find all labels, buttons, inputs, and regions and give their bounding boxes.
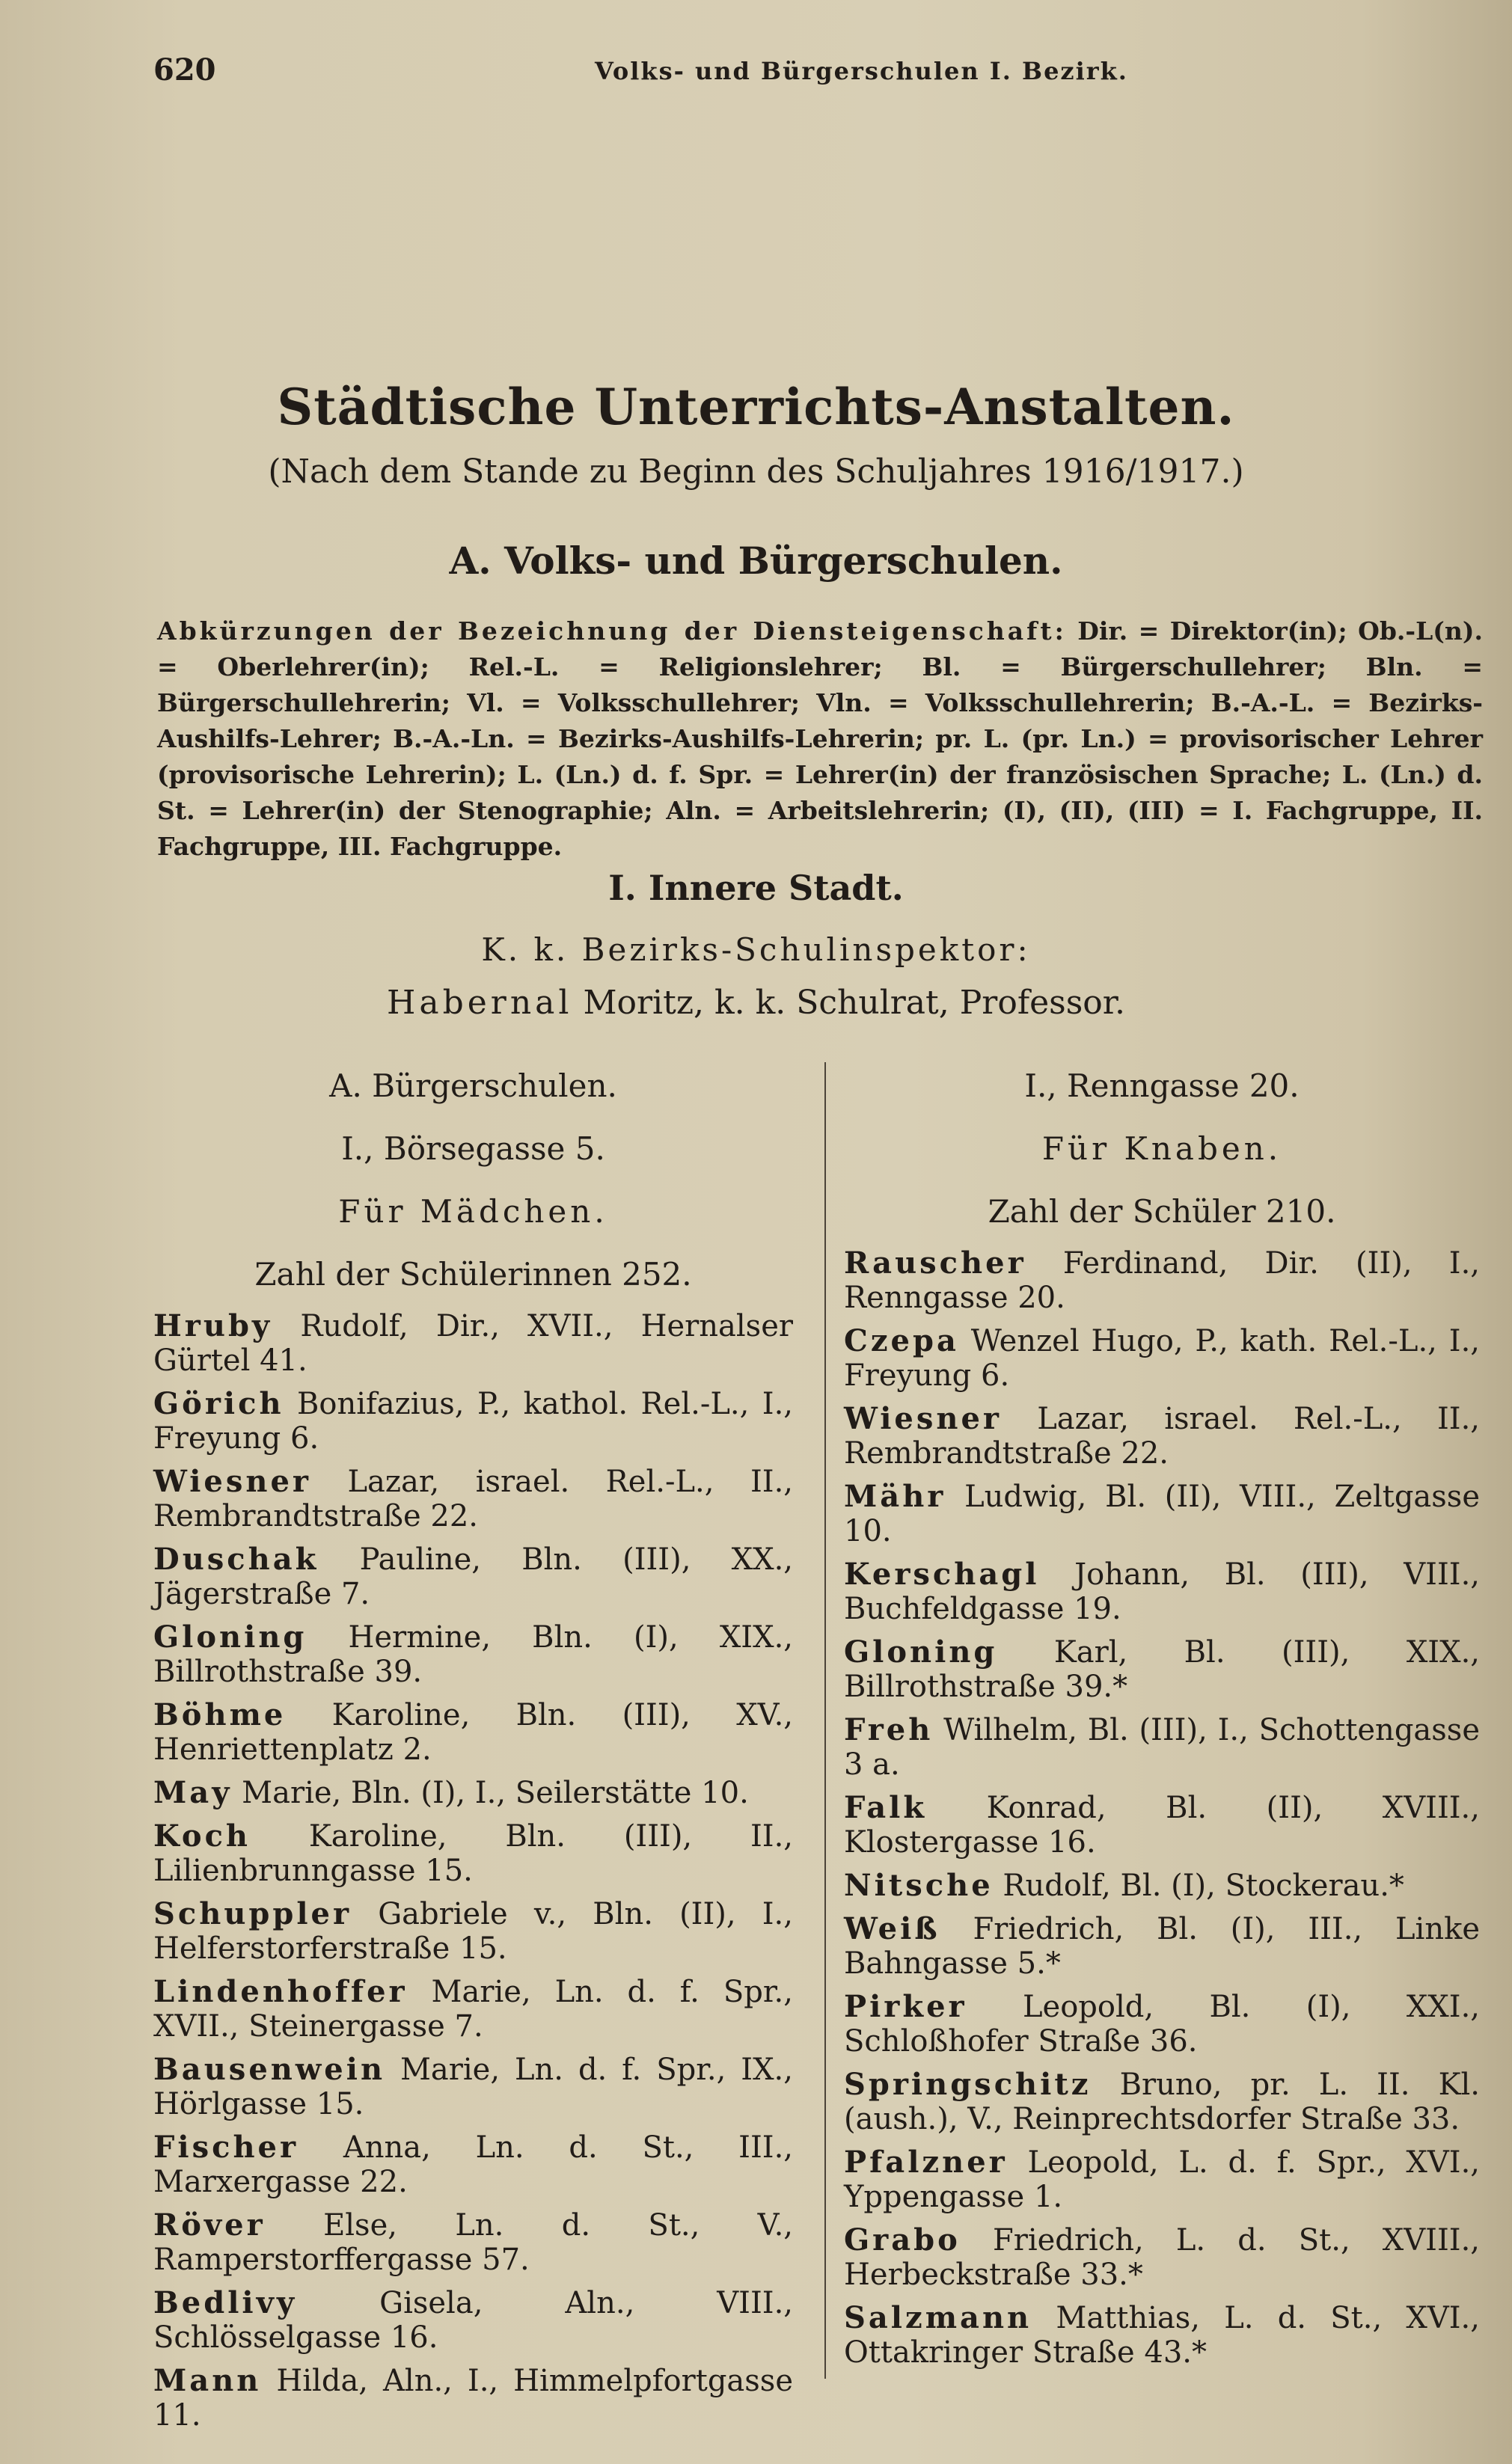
- staff-details: Else, Ln. d. St., V., Ramperstorffergasse 57.: [153, 2208, 794, 2277]
- staff-entry: [844, 1912, 1480, 1981]
- staff-entry: [153, 2364, 793, 2433]
- abbreviations-paragraph: [157, 613, 1483, 865]
- staff-entry: [153, 1620, 793, 1689]
- page-title: Städtische Unterrichts-Anstalten.: [277, 378, 1235, 436]
- staff-surname: Wiesner: [844, 1401, 1002, 1436]
- school-address: I., Renngasse 20.: [1024, 1067, 1300, 1104]
- staff-entry: [844, 1635, 1480, 1704]
- staff-surname: Mann: [153, 2363, 262, 2398]
- staff-entry: [153, 2130, 793, 2199]
- staff-entry: [844, 1713, 1480, 1782]
- staff-surname: Duschak: [153, 1542, 319, 1577]
- staff-entry: [844, 1324, 1480, 1393]
- staff-details: Wilhelm, Bl. (III), I., Schottengasse 3 a.: [844, 1713, 1480, 1782]
- staff-entry: [844, 2145, 1480, 2214]
- staff-surname: Gloning: [153, 1619, 307, 1655]
- staff-entry: [844, 1869, 1480, 1903]
- abbreviations-label: Abkürzungen der Bezeichnung der Diensteigenschaft:: [157, 616, 1067, 646]
- staff-details: Ferdinand, Dir. (II), I., Renngasse 20.: [844, 1246, 1481, 1315]
- staff-surname: Koch: [153, 1818, 251, 1854]
- staff-entry: [153, 1819, 793, 1888]
- staff-surname: Pirker: [844, 1989, 967, 2024]
- school-address: I., Börsegasse 5.: [341, 1130, 605, 1167]
- staff-details: Ludwig, Bl. (II), VIII., Zeltgasse 10.: [844, 1480, 1480, 1548]
- pupil-count: Zahl der Schülerinnen 252.: [254, 1256, 692, 1293]
- staff-details: Wenzel Hugo, P., kath. Rel.-L., I., Freyung 6.: [844, 1324, 1480, 1393]
- staff-surname: Czepa: [844, 1323, 959, 1358]
- staff-entry: [844, 2223, 1480, 2292]
- staff-surname: Springschitz: [844, 2067, 1092, 2102]
- staff-details: Marie, Ln. d. f. Spr., IX., Hörlgasse 15.: [153, 2053, 793, 2121]
- staff-details: Friedrich, Bl. (I), III., Linke Bahngasse 5.*: [844, 1912, 1480, 1981]
- school-category-heading: A. Bürgerschulen.: [329, 1067, 617, 1104]
- staff-entry: [153, 1465, 793, 1533]
- staff-entry: [844, 2301, 1480, 2370]
- staff-details: Bonifazius, P., kathol. Rel.-L., I., Freyung 6.: [153, 1387, 793, 1456]
- pupil-count: Zahl der Schüler 210.: [988, 1193, 1336, 1230]
- staff-entry: [153, 1698, 793, 1767]
- staff-surname: Wiesner: [153, 1464, 311, 1499]
- staff-details: Karl, Bl. (III), XIX., Billrothstraße 39.*: [844, 1635, 1480, 1704]
- staff-surname: Salzmann: [844, 2300, 1032, 2335]
- staff-entry: [844, 1480, 1480, 1548]
- staff-surname: Schuppler: [153, 1896, 352, 1931]
- staff-details: Hermine, Bln. (I), XIX., Billrothstraße 39.: [153, 1620, 793, 1689]
- staff-entry: [153, 2286, 793, 2355]
- staff-surname: Pfalzner: [844, 2145, 1008, 2180]
- staff-entry: [844, 1402, 1480, 1471]
- staff-details: Leopold, Bl. (I), XXI., Schloßhofer Straße 36.: [844, 1990, 1480, 2059]
- staff-details: Karoline, Bln. (III), XV., Henriettenplatz 2.: [153, 1698, 793, 1767]
- staff-entry: [153, 1897, 793, 1966]
- inspector-label: K. k. Bezirks-Schulinspektor:: [481, 931, 1031, 968]
- staff-details: Lazar, israel. Rel.-L., II., Rembrandtstraße 22.: [153, 1465, 793, 1533]
- staff-list: [844, 1246, 1480, 2370]
- staff-surname: Gloning: [844, 1634, 998, 1670]
- district-title: I. Innere Stadt.: [608, 868, 904, 908]
- staff-surname: Hruby: [153, 1308, 273, 1343]
- staff-details: Hilda, Aln., I., Himmelpfortgasse 11.: [153, 2364, 794, 2433]
- staff-details: Johann, Bl. (III), VIII., Buchfeldgasse 19.: [844, 1557, 1480, 1626]
- staff-surname: Grabo: [844, 2222, 961, 2258]
- staff-details: Marie, Bln. (I), I., Seilerstätte 10.: [242, 1776, 749, 1810]
- staff-surname: Görich: [153, 1386, 284, 1421]
- staff-surname: Kerschagl: [844, 1557, 1040, 1592]
- staff-details: Bruno, pr. L. II. Kl. (aush.), V., Reinprechtsdorfer Straße 33.: [844, 2068, 1480, 2136]
- staff-details: Rudolf, Bl. (I), Stockerau.*: [1003, 1869, 1404, 1903]
- staff-entry: [844, 1557, 1480, 1626]
- staff-details: Friedrich, L. d. St., XVIII., Herbeckstraße 33.*: [844, 2223, 1481, 2292]
- staff-surname: Fischer: [153, 2130, 299, 2165]
- inspector-details: Moritz, k. k. Schulrat, Professor.: [583, 984, 1125, 1022]
- page-number: 620: [153, 52, 216, 88]
- staff-entry: [153, 1975, 793, 2044]
- staff-surname: Rauscher: [844, 1245, 1026, 1281]
- right-column: [844, 1055, 1480, 2379]
- staff-details: Pauline, Bln. (III), XX., Jägerstraße 7.: [153, 1542, 793, 1611]
- school-type: Für Knaben.: [1041, 1130, 1282, 1167]
- staff-details: Marie, Ln. d. f. Spr., XVII., Steinergasse 7.: [153, 1975, 793, 2044]
- staff-surname: Röver: [153, 2207, 266, 2243]
- staff-details: Konrad, Bl. (II), XVIII., Klostergasse 16.: [844, 1791, 1480, 1860]
- staff-list: [153, 1309, 793, 2433]
- staff-details: Rudolf, Dir., XVII., Hernalser Gürtel 41.: [153, 1309, 793, 1378]
- staff-details: Anna, Ln. d. St., III., Marxergasse 22.: [153, 2130, 794, 2199]
- staff-entry: [153, 2053, 793, 2121]
- school-type: Für Mädchen.: [338, 1193, 608, 1230]
- running-head-title: Volks- und Bürgerschulen I. Bezirk.: [595, 57, 1128, 85]
- staff-surname: Weiß: [844, 1911, 940, 1946]
- staff-surname: Mähr: [844, 1479, 946, 1514]
- staff-entry: [153, 2208, 793, 2277]
- staff-details: Leopold, L. d. f. Spr., XVI., Yppengasse 1.: [844, 2145, 1481, 2214]
- staff-details: Gisela, Aln., VIII., Schlösselgasse 16.: [153, 2286, 793, 2355]
- staff-entry: [844, 1791, 1480, 1860]
- section-title: A. Volks- und Bürgerschulen.: [449, 539, 1063, 583]
- left-column: [153, 1055, 793, 2442]
- staff-details: Lazar, israel. Rel.-L., II., Rembrandtstraße 22.: [844, 1402, 1480, 1471]
- abbreviations-text: Dir. = Direktor(in); Ob.-L(n). = Oberlehrer(in); Rel.-L. = Religionslehrer; Bl. = Bürgerschullehrer; Bln. = Bürgerschullehrerin; Vl. = Volksschullehrer; Vln. = Volksschullehrerin; B.-A.-L. = Bezirks-Aushilfs-Lehrer; B.-A.-Ln. = Bezirks-Aushilfs-Lehrerin; pr. L. (pr. Ln.) = provisorischer Lehrer (provisorische Lehrerin); L. (Ln.) d. f. Spr. = Lehrer(in) der französischen Sprache; L. (Ln.) d. St. = Lehrer(in) der Stenographie; Aln. = Arbeitslehrerin; (I), (II), (III) = I. Fachgruppe, II. Fachgruppe, III. Fachgruppe.: [157, 616, 1483, 861]
- staff-entry: [153, 1776, 793, 1810]
- staff-details: Matthias, L. d. St., XVI., Ottakringer Straße 43.*: [844, 2301, 1480, 2370]
- page-subtitle: (Nach dem Stande zu Beginn des Schuljahres 1916/1917.): [268, 453, 1244, 491]
- staff-entry: [153, 1387, 793, 1456]
- staff-entry: [153, 1309, 793, 1378]
- staff-surname: May: [153, 1775, 233, 1810]
- staff-surname: Freh: [844, 1712, 934, 1747]
- staff-surname: Falk: [844, 1790, 928, 1825]
- staff-entry: [844, 1246, 1480, 1315]
- staff-surname: Bausenwein: [153, 2052, 386, 2087]
- inspector-name: [0, 984, 1512, 1022]
- inspector-surname: Habernal: [387, 984, 573, 1022]
- staff-surname: Bedlivy: [153, 2285, 298, 2320]
- column-divider: [824, 1062, 826, 2379]
- staff-entry: [844, 1990, 1480, 2059]
- staff-details: Karoline, Bln. (III), II., Lilienbrunngasse 15.: [153, 1819, 793, 1888]
- running-head: [153, 52, 1493, 97]
- staff-surname: Böhme: [153, 1697, 287, 1732]
- staff-details: Gabriele v., Bln. (II), I., Helferstorferstraße 15.: [153, 1897, 793, 1966]
- staff-entry: [844, 2068, 1480, 2136]
- staff-entry: [153, 1542, 793, 1611]
- staff-surname: Lindenhoffer: [153, 1974, 408, 2009]
- staff-surname: Nitsche: [844, 1868, 994, 1903]
